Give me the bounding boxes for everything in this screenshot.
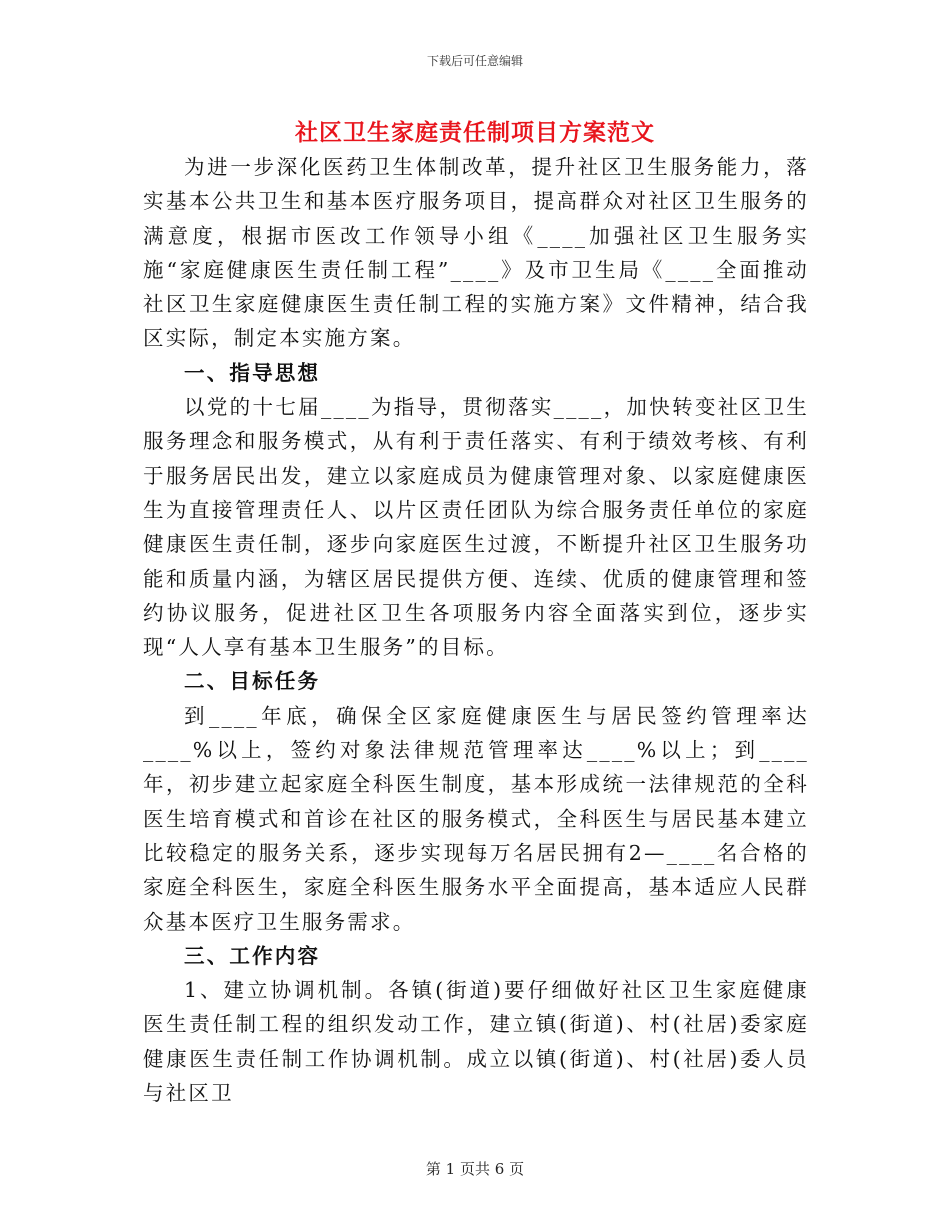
goals-paragraph: 到____年底，确保全区家庭健康医生与居民签约管理率达____%以上，签约对象法律规范管理率达____%以上；到____年，初步建立起家庭全科医生制度，基本形成统一法律规范的全科医生培育模式和首诊在社区的服务模式，全科医生与居民基本建立比较稳定的服务关系，逐步实现每万名居民拥有2—____名合格的家庭全科医生，家庭全科医生服务水平全面提高，基本适应人民群众基本医疗卫生服务需求。 <box>143 703 809 934</box>
page-header-note: 下载后可任意编辑 <box>426 54 523 68</box>
work-content-paragraph: 1、建立协调机制。各镇(街道)要仔细做好社区卫生家庭健康医生责任制工程的组织发动工作，建立镇(街道)、村(社居)委家庭健康医生责任制工作协调机制。成立以镇(街道)、村(社居)委人员与社区卫 <box>143 978 809 1106</box>
page-number: 第 1 页共 6 页 <box>425 1160 525 1178</box>
guiding-ideology-paragraph: 以党的十七届____为指导，贯彻落实____，加快转变社区卫生服务理念和服务模式，从有利于责任落实、有利于绩效考核、有利于服务居民出发，建立以家庭成员为健康管理对象、以家庭健康医生为直接管理责任人、以片区责任团队为综合服务责任单位的家庭健康医生责任制，逐步向家庭医生过渡，不断提升社区卫生服务功能和质量内涵，为辖区居民提供方便、连续、优质的健康管理和签约协议服务，促进社区卫生各项服务内容全面落实到位，逐步实现“人人享有基本卫生服务”的目标。 <box>143 395 809 660</box>
intro-paragraph: 为进一步深化医药卫生体制改革，提升社区卫生服务能力，落实基本公共卫生和基本医疗服务项目，提高群众对社区卫生服务的满意度，根据市医改工作领导小组《____加强社区卫生服务实施“家庭健康医生责任制工程”____》及市卫生局《____全面推动社区卫生家庭健康医生责任制工程的实施方案》文件精神，结合我区实际，制定本实施方案。 <box>143 155 809 351</box>
section-heading-work-content: 三、工作内容 <box>184 943 321 968</box>
section-heading-goals: 二、目标任务 <box>184 669 321 694</box>
document-title: 社区卫生家庭责任制项目方案范文 <box>295 119 655 146</box>
section-heading-guiding-ideology: 一、指导思想 <box>184 360 321 385</box>
document-body <box>143 150 809 1110</box>
